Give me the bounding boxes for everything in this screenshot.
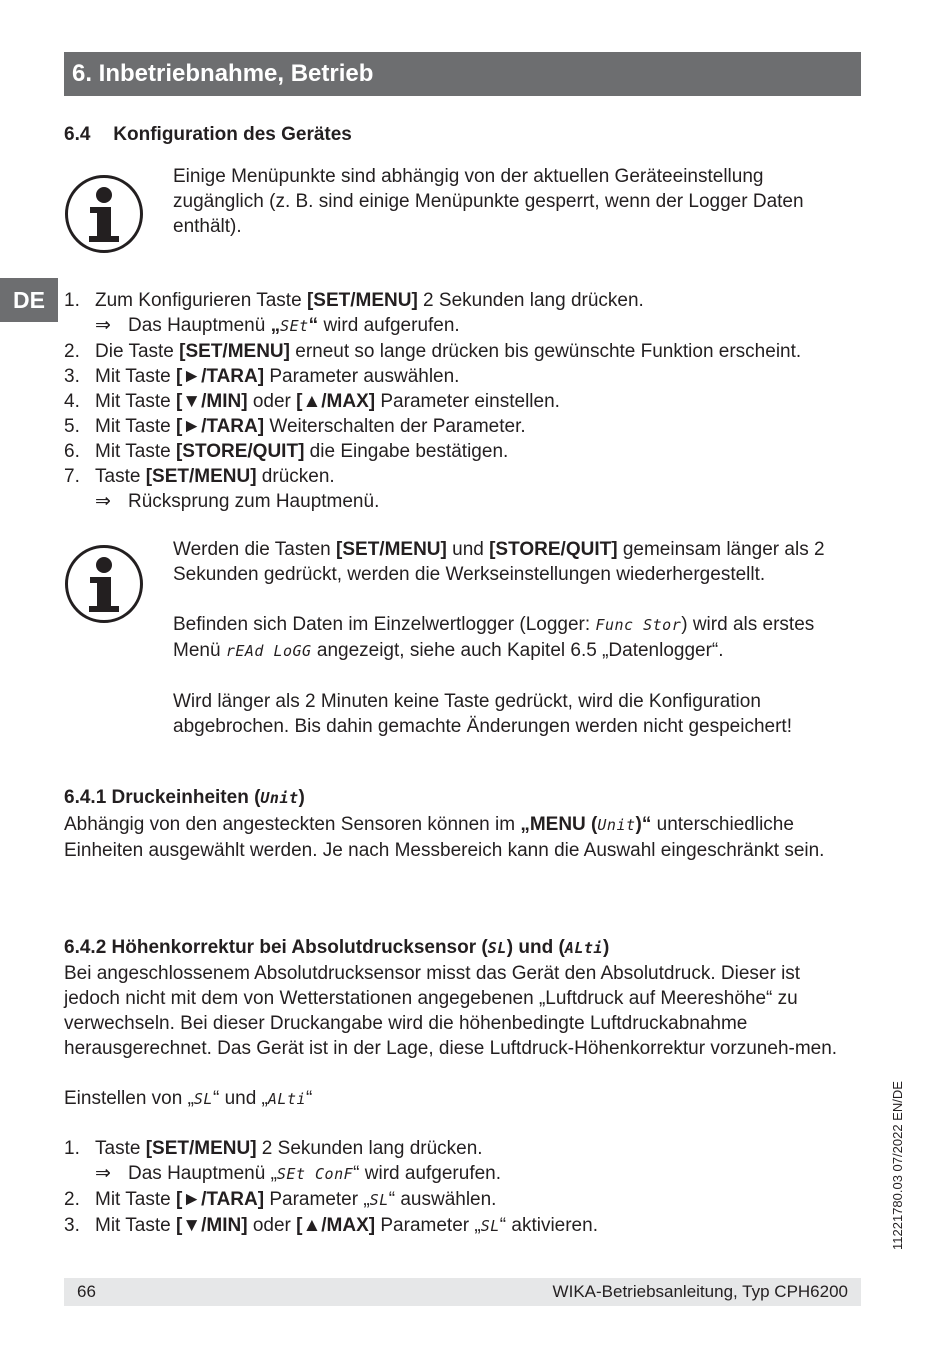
info-note-2-p3: Wird länger als 2 Minuten keine Taste gedrückt, wird die Konfiguration abgebrochen. Bis dahin gemachte Änderungen werden nicht gespeichert!	[173, 691, 792, 737]
list-item: 1. Zum Konfigurieren Taste [SET/MENU] 2 Sekunden lang drücken.	[64, 290, 644, 311]
subsection-642-body: Bei angeschlossenem Absolutdrucksensor misst das Gerät den Absolutdruck. Dieser ist jedoch nicht mit dem von Wetterstationen angegebenen „Luftdruck auf Meereshöhe“ zu verwechseln. Bei dieser Druckangabe wird die höhenbedingte Luftdruckabnahme herausgerechnet. Das Gerät ist in der Lage, diese Luftdruck-Höhenkorrektur vorzuneh-men. Einstellen von „SL“ und „ALti“	[64, 961, 849, 1112]
chapter-header: 6. Inbetriebnahme, Betrieb	[64, 52, 861, 96]
arrow-icon: ⇒	[95, 491, 111, 512]
info-note-2-p2: Befinden sich Daten im Einzelwertlogger (Logger: Func Stor) wird als erstes Menü rEAd LoGG angezeigt, siehe auch Kapitel 6.5 „Datenlogger“.	[173, 614, 815, 661]
subsection-title-642: 6.4.2 Höhenkorrektur bei Absolutdrucksensor (SL) und (ALti)	[64, 937, 610, 958]
altitude-steps	[64, 1136, 864, 1239]
info-icon	[65, 545, 143, 623]
list-item: 5. Mit Taste [►/TARA] Weiterschalten der Parameter.	[64, 416, 526, 437]
info-note-1-text: Einige Menüpunkte sind abhängig von der aktuellen Geräteeinstellung zugänglich (z. B. sind einige Menüpunkte gesperrt, wenn der Logger Daten enthält).	[173, 166, 804, 237]
document-title: WIKA-Betriebsanleitung, Typ CPH6200	[552, 1282, 848, 1301]
step-result: ⇒ Rücksprung zum Hauptmenü.	[95, 491, 380, 512]
info-note-1	[173, 164, 853, 239]
document-code: 11221780.03 07/2022 EN/DE	[890, 1081, 905, 1250]
info-note-2	[173, 537, 863, 739]
step-result: ⇒ Das Hauptmenü „SEt“ wird aufgerufen.	[64, 313, 864, 339]
subsection-641-body: Abhängig von den angesteckten Sensoren können im „MENU (Unit)“ unterschiedliche Einheiten ausgewählt werden. Je nach Messbereich kann die Auswahl eingeschränkt sein.	[64, 814, 825, 861]
subsection-title-641: 6.4.1 Druckeinheiten (Unit)	[64, 787, 305, 808]
arrow-icon: ⇒	[95, 315, 111, 336]
list-item: 3. Mit Taste [▼/MIN] oder [▲/MAX] Parameter „SL“ aktivieren.	[64, 1215, 598, 1236]
info-icon	[65, 175, 143, 253]
language-tab: DE	[0, 278, 58, 322]
list-item: 2. Die Taste [SET/MENU] erneut so lange drücken bis gewünschte Funktion erscheint.	[64, 341, 802, 362]
list-item: 1. Taste [SET/MENU] 2 Sekunden lang drücken.	[64, 1138, 483, 1159]
section-heading: Konfiguration des Gerätes	[113, 124, 352, 145]
list-item: 6. Mit Taste [STORE/QUIT] die Eingabe bestätigen.	[64, 441, 509, 462]
section-title	[64, 124, 352, 146]
list-item: 4. Mit Taste [▼/MIN] oder [▲/MAX] Parameter einstellen.	[64, 391, 560, 412]
list-item: 3. Mit Taste [►/TARA] Parameter auswählen.	[64, 366, 460, 387]
page-footer	[64, 1278, 861, 1306]
section-number: 6.4	[64, 124, 91, 145]
list-item: 7. Taste [SET/MENU] drücken.	[64, 466, 335, 487]
settings-intro: Einstellen von „SL“ und „ALti“	[64, 1088, 313, 1109]
info-note-2-p1: Werden die Tasten [SET/MENU] und [STORE/QUIT] gemeinsam länger als 2 Sekunden gedrückt, werden die Werkseinstellungen wiederhergestellt.	[173, 539, 825, 585]
config-steps	[64, 288, 864, 514]
page-number: 66	[77, 1282, 96, 1301]
arrow-icon: ⇒	[95, 1163, 111, 1184]
list-item: 2. Mit Taste [►/TARA] Parameter „SL“ auswählen.	[64, 1189, 497, 1210]
step-result: ⇒ Das Hauptmenü „SEt ConF“ wird aufgerufen.	[64, 1161, 864, 1187]
